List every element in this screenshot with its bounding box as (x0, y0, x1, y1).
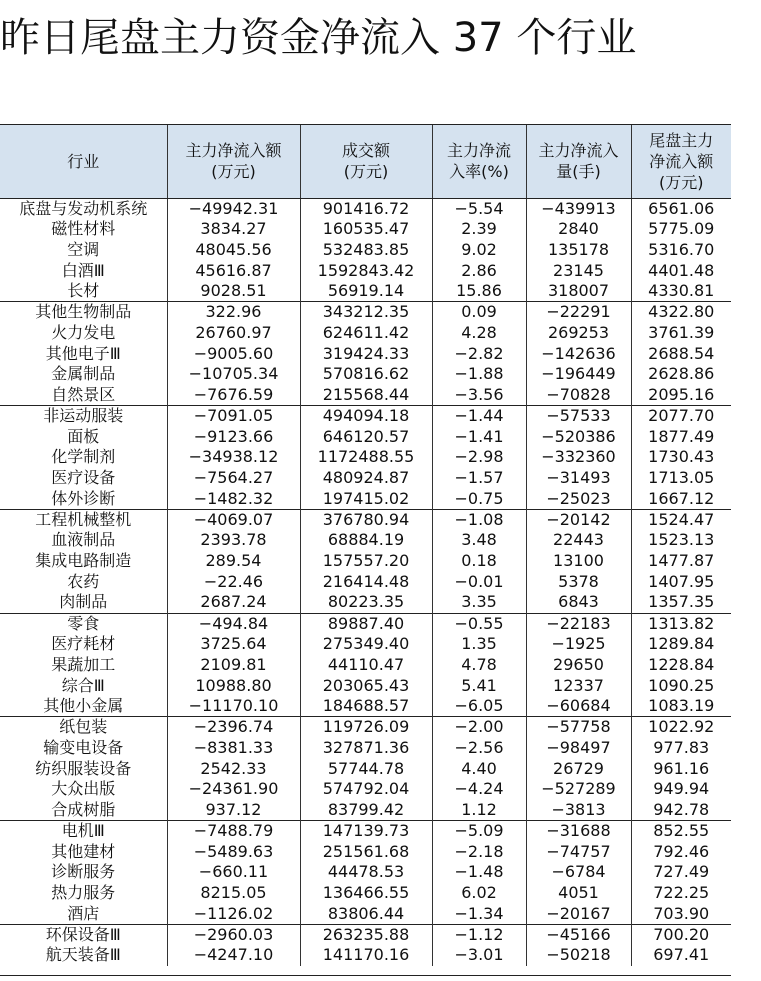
tail-inflow-cell: 949.94 (653, 779, 710, 799)
inflow-volume-cell: −6784 (526, 862, 631, 883)
inflow-rate-cell: 4.78 (432, 655, 526, 676)
column-header-0: 行业 (0, 125, 167, 198)
table-row (0, 634, 731, 655)
industry-cell: 火力发电 (0, 323, 167, 344)
inflow-rate-cell: −3.56 (432, 385, 526, 406)
tail-inflow-cell: 1407.95 (648, 571, 715, 591)
turnover-cell: 83806.44 (300, 904, 432, 925)
turnover-cell: 480924.87 (300, 468, 432, 489)
net-inflow-cell: −2960.03 (167, 924, 300, 945)
inflow-volume-cell: −22291 (526, 302, 631, 323)
net-inflow-cell: −34938.12 (167, 447, 300, 468)
net-inflow-cell: −8381.33 (167, 738, 300, 759)
inflow-rate-cell: 2.39 (432, 219, 526, 240)
inflow-volume-cell: 12337 (526, 675, 631, 696)
inflow-volume-cell: −1925 (526, 634, 631, 655)
tail-inflow-cell: 5316.70 (648, 239, 715, 259)
inflow-rate-cell: 0.18 (432, 551, 526, 572)
turnover-cell: 532483.85 (300, 240, 432, 261)
industry-cell: 长材 (0, 281, 167, 302)
tail-inflow-cell: 722.25 (653, 883, 710, 903)
turnover-cell: 343212.35 (300, 302, 432, 323)
tail-inflow-cell: 4401.48 (648, 260, 715, 280)
net-inflow-cell: −1482.32 (167, 489, 300, 510)
table-row (0, 904, 731, 925)
net-inflow-cell: 937.12 (167, 800, 300, 821)
inflow-rate-cell: −0.55 (432, 613, 526, 634)
turnover-cell: 376780.94 (300, 509, 432, 530)
industry-cell: 农药 (0, 572, 167, 593)
turnover-cell: 83799.42 (300, 800, 432, 821)
net-inflow-cell: −9005.60 (167, 343, 300, 364)
table-row (0, 489, 731, 510)
industry-cell: 输变电设备 (0, 738, 167, 759)
tail-inflow-cell: 4322.80 (631, 302, 731, 323)
industry-cell: 酒店 (0, 904, 167, 925)
net-inflow-cell: −49942.31 (167, 198, 300, 219)
inflow-rate-cell: 4.40 (432, 758, 526, 779)
table-row (0, 468, 731, 489)
column-header-4: 主力净流入 量(手) (526, 125, 631, 198)
industry-flow-table (0, 125, 731, 966)
inflow-rate-cell: −1.48 (432, 862, 526, 883)
table-row (0, 655, 731, 676)
net-inflow-cell: −1126.02 (167, 904, 300, 925)
net-inflow-cell: −4247.10 (167, 945, 300, 966)
inflow-volume-cell: −20142 (526, 509, 631, 530)
net-inflow-cell: −9123.66 (167, 426, 300, 447)
inflow-rate-cell: −2.82 (432, 343, 526, 364)
net-inflow-cell: 8215.05 (167, 883, 300, 904)
tail-inflow-cell: 2077.70 (631, 406, 731, 427)
table-row (0, 613, 731, 634)
inflow-volume-cell: −25023 (526, 489, 631, 510)
tail-inflow-cell: 1523.13 (648, 530, 715, 550)
inflow-volume-cell: −31493 (526, 468, 631, 489)
table-row (0, 426, 731, 447)
industry-cell: 化学制剂 (0, 447, 167, 468)
inflow-volume-cell: 4051 (526, 883, 631, 904)
turnover-cell: 574792.04 (300, 779, 432, 800)
table-row (0, 821, 731, 842)
table-row (0, 406, 731, 427)
tail-inflow-cell: 2095.16 (648, 384, 715, 404)
turnover-cell: 494094.18 (300, 406, 432, 427)
industry-cell: 零食 (0, 613, 167, 634)
table-row (0, 592, 731, 613)
inflow-volume-cell: −98497 (526, 738, 631, 759)
table-row (0, 364, 731, 385)
table-row (0, 945, 731, 966)
turnover-cell: 263235.88 (300, 924, 432, 945)
net-inflow-cell: −10705.34 (167, 364, 300, 385)
turnover-cell: 251561.68 (300, 841, 432, 862)
net-inflow-cell: 3725.64 (167, 634, 300, 655)
table-row (0, 572, 731, 593)
tail-inflow-cell: 727.49 (653, 862, 710, 882)
tail-inflow-cell: 1313.82 (631, 613, 731, 634)
data-table-container (0, 124, 731, 976)
table-row (0, 198, 731, 219)
page-title: 昨日尾盘主力资金净流入 37 个行业 (0, 15, 637, 61)
tail-inflow-cell: 6561.06 (648, 198, 715, 218)
inflow-rate-cell: 1.35 (432, 634, 526, 655)
turnover-cell: 141170.16 (300, 945, 432, 966)
turnover-cell: 160535.47 (300, 219, 432, 240)
tail-inflow-cell: 1524.47 (631, 509, 731, 530)
net-inflow-cell: −494.84 (167, 613, 300, 634)
industry-cell: 医疗耗材 (0, 634, 167, 655)
inflow-rate-cell: −3.01 (432, 945, 526, 966)
tail-inflow-cell: 703.90 (653, 903, 710, 923)
net-inflow-cell: −22.46 (167, 572, 300, 593)
table-row (0, 841, 731, 862)
net-inflow-cell: −7564.27 (167, 468, 300, 489)
column-header-3: 主力净流 入率(%) (432, 125, 526, 198)
net-inflow-cell: 26760.97 (167, 323, 300, 344)
table-row (0, 800, 731, 821)
inflow-rate-cell: 9.02 (432, 240, 526, 261)
industry-cell: 综合Ⅲ (0, 675, 167, 696)
table-row (0, 924, 731, 945)
inflow-volume-cell: −60684 (526, 696, 631, 717)
inflow-rate-cell: 6.02 (432, 883, 526, 904)
industry-cell: 其他小金属 (0, 696, 167, 717)
inflow-rate-cell: 1.12 (432, 800, 526, 821)
table-row (0, 260, 731, 281)
inflow-volume-cell: 318007 (526, 281, 631, 302)
inflow-rate-cell: 2.86 (432, 260, 526, 281)
industry-cell: 磁性材料 (0, 219, 167, 240)
column-header-1: 主力净流入额 (万元) (167, 125, 300, 198)
industry-cell: 纺织服装设备 (0, 758, 167, 779)
net-inflow-cell: −11170.10 (167, 696, 300, 717)
table-row (0, 696, 731, 717)
table-row (0, 343, 731, 364)
turnover-cell: 157557.20 (300, 551, 432, 572)
net-inflow-cell: −7091.05 (167, 406, 300, 427)
net-inflow-cell: 45616.87 (167, 260, 300, 281)
turnover-cell: 901416.72 (300, 198, 432, 219)
tail-inflow-cell: 1877.49 (648, 426, 715, 446)
tail-inflow-cell: 4330.81 (648, 281, 715, 301)
inflow-rate-cell: −1.57 (432, 468, 526, 489)
table-row (0, 779, 731, 800)
industry-cell: 诊断服务 (0, 862, 167, 883)
inflow-rate-cell: 3.35 (432, 592, 526, 613)
inflow-rate-cell: −1.12 (432, 924, 526, 945)
table-row (0, 738, 731, 759)
column-header-2: 成交额 (万元) (300, 125, 432, 198)
industry-cell: 其他生物制品 (0, 302, 167, 323)
inflow-volume-cell: 13100 (526, 551, 631, 572)
inflow-rate-cell: 3.48 (432, 530, 526, 551)
table-row (0, 302, 731, 323)
turnover-cell: 68884.19 (300, 530, 432, 551)
turnover-cell: 119726.09 (300, 717, 432, 738)
net-inflow-cell: 289.54 (167, 551, 300, 572)
inflow-rate-cell: −6.05 (432, 696, 526, 717)
net-inflow-cell: −4069.07 (167, 509, 300, 530)
inflow-volume-cell: −439913 (526, 198, 631, 219)
table-row (0, 883, 731, 904)
tail-inflow-cell: 1713.05 (648, 468, 715, 488)
table-row (0, 675, 731, 696)
inflow-volume-cell: −74757 (526, 841, 631, 862)
tail-inflow-cell: 697.41 (653, 945, 710, 965)
inflow-rate-cell: −0.75 (432, 489, 526, 510)
inflow-volume-cell: 22443 (526, 530, 631, 551)
tail-inflow-cell: 852.55 (631, 821, 731, 842)
turnover-cell: 216414.48 (300, 572, 432, 593)
inflow-rate-cell: −5.54 (432, 198, 526, 219)
net-inflow-cell: 3834.27 (167, 219, 300, 240)
inflow-volume-cell: −142636 (526, 343, 631, 364)
industry-cell: 合成树脂 (0, 800, 167, 821)
table-row (0, 219, 731, 240)
tail-inflow-cell: 1667.12 (648, 488, 715, 508)
inflow-rate-cell: 4.28 (432, 323, 526, 344)
turnover-cell: 319424.33 (300, 343, 432, 364)
table-row (0, 447, 731, 468)
industry-cell: 纸包装 (0, 717, 167, 738)
tail-inflow-cell: 2628.86 (648, 364, 715, 384)
inflow-rate-cell: −2.18 (432, 841, 526, 862)
industry-cell: 航天装备Ⅲ (0, 945, 167, 966)
turnover-cell: 44110.47 (300, 655, 432, 676)
net-inflow-cell: 48045.56 (167, 240, 300, 261)
inflow-volume-cell: 269253 (526, 323, 631, 344)
turnover-cell: 89887.40 (300, 613, 432, 634)
inflow-rate-cell: −1.08 (432, 509, 526, 530)
inflow-volume-cell: 135178 (526, 240, 631, 261)
industry-cell: 电机Ⅲ (0, 821, 167, 842)
net-inflow-cell: 2542.33 (167, 758, 300, 779)
inflow-rate-cell: −1.44 (432, 406, 526, 427)
inflow-volume-cell: −3813 (526, 800, 631, 821)
inflow-volume-cell: −57533 (526, 406, 631, 427)
industry-cell: 金属制品 (0, 364, 167, 385)
table-row (0, 385, 731, 406)
industry-cell: 底盘与发动机系统 (0, 198, 167, 219)
tail-inflow-cell: 942.78 (653, 799, 710, 819)
inflow-rate-cell: −2.00 (432, 717, 526, 738)
inflow-rate-cell: −4.24 (432, 779, 526, 800)
turnover-cell: 136466.55 (300, 883, 432, 904)
turnover-cell: 1172488.55 (300, 447, 432, 468)
turnover-cell: 184688.57 (300, 696, 432, 717)
tail-inflow-cell: 700.20 (631, 924, 731, 945)
turnover-cell: 215568.44 (300, 385, 432, 406)
turnover-cell: 44478.53 (300, 862, 432, 883)
industry-cell: 大众出版 (0, 779, 167, 800)
tail-inflow-cell: 1022.92 (631, 717, 731, 738)
inflow-volume-cell: −50218 (526, 945, 631, 966)
table-row (0, 862, 731, 883)
turnover-cell: 646120.57 (300, 426, 432, 447)
table-row (0, 509, 731, 530)
inflow-volume-cell: 26729 (526, 758, 631, 779)
inflow-volume-cell: 5378 (526, 572, 631, 593)
inflow-rate-cell: −2.98 (432, 447, 526, 468)
net-inflow-cell: −24361.90 (167, 779, 300, 800)
tail-inflow-cell: 1289.84 (648, 634, 715, 654)
inflow-volume-cell: −520386 (526, 426, 631, 447)
net-inflow-cell: 322.96 (167, 302, 300, 323)
inflow-volume-cell: −332360 (526, 447, 631, 468)
industry-cell: 血液制品 (0, 530, 167, 551)
tail-inflow-cell: 3761.39 (648, 322, 715, 342)
tail-inflow-cell: 1730.43 (648, 447, 715, 467)
inflow-rate-cell: −1.88 (432, 364, 526, 385)
industry-cell: 热力服务 (0, 883, 167, 904)
turnover-cell: 327871.36 (300, 738, 432, 759)
inflow-volume-cell: 23145 (526, 260, 631, 281)
inflow-volume-cell: −527289 (526, 779, 631, 800)
tail-inflow-cell: 2688.54 (648, 343, 715, 363)
inflow-volume-cell: −196449 (526, 364, 631, 385)
tail-inflow-cell: 1357.35 (648, 592, 715, 612)
inflow-rate-cell: 0.09 (432, 302, 526, 323)
inflow-volume-cell: −20167 (526, 904, 631, 925)
net-inflow-cell: −2396.74 (167, 717, 300, 738)
industry-cell: 其他电子Ⅲ (0, 343, 167, 364)
tail-inflow-cell: 1083.19 (648, 696, 715, 716)
turnover-cell: 203065.43 (300, 675, 432, 696)
header-row (0, 125, 731, 198)
table-row (0, 758, 731, 779)
industry-cell: 其他建材 (0, 841, 167, 862)
inflow-rate-cell: −0.01 (432, 572, 526, 593)
net-inflow-cell: −7676.59 (167, 385, 300, 406)
net-inflow-cell: 2687.24 (167, 592, 300, 613)
net-inflow-cell: −7488.79 (167, 821, 300, 842)
turnover-cell: 197415.02 (300, 489, 432, 510)
table-row (0, 717, 731, 738)
inflow-volume-cell: −31688 (526, 821, 631, 842)
inflow-volume-cell: 6843 (526, 592, 631, 613)
industry-cell: 体外诊断 (0, 489, 167, 510)
industry-cell: 自然景区 (0, 385, 167, 406)
tail-inflow-cell: 5775.09 (648, 219, 715, 239)
turnover-cell: 624611.42 (300, 323, 432, 344)
inflow-rate-cell: −2.56 (432, 738, 526, 759)
inflow-rate-cell: −1.41 (432, 426, 526, 447)
inflow-rate-cell: −1.34 (432, 904, 526, 925)
inflow-rate-cell: −5.09 (432, 821, 526, 842)
table-row (0, 551, 731, 572)
column-header-5: 尾盘主力 净流入额 (万元) (631, 125, 731, 198)
inflow-volume-cell: 2840 (526, 219, 631, 240)
table-row (0, 281, 731, 302)
turnover-cell: 570816.62 (300, 364, 432, 385)
net-inflow-cell: 2109.81 (167, 655, 300, 676)
industry-cell: 环保设备Ⅲ (0, 924, 167, 945)
turnover-cell: 80223.35 (300, 592, 432, 613)
turnover-cell: 275349.40 (300, 634, 432, 655)
inflow-rate-cell: 15.86 (432, 281, 526, 302)
inflow-volume-cell: −45166 (526, 924, 631, 945)
inflow-volume-cell: −70828 (526, 385, 631, 406)
turnover-cell: 1592843.42 (300, 260, 432, 281)
industry-cell: 肉制品 (0, 592, 167, 613)
table-row (0, 530, 731, 551)
industry-cell: 集成电路制造 (0, 551, 167, 572)
turnover-cell: 147139.73 (300, 821, 432, 842)
table-header (0, 125, 731, 198)
inflow-volume-cell: −57758 (526, 717, 631, 738)
inflow-volume-cell: −22183 (526, 613, 631, 634)
net-inflow-cell: 2393.78 (167, 530, 300, 551)
industry-cell: 工程机械整机 (0, 509, 167, 530)
tail-inflow-cell: 792.46 (653, 841, 710, 861)
inflow-volume-cell: 29650 (526, 655, 631, 676)
industry-cell: 空调 (0, 240, 167, 261)
industry-cell: 果蔬加工 (0, 655, 167, 676)
net-inflow-cell: −5489.63 (167, 841, 300, 862)
industry-cell: 医疗设备 (0, 468, 167, 489)
table-row (0, 323, 731, 344)
tail-inflow-cell: 1228.84 (648, 654, 715, 674)
tail-inflow-cell: 1090.25 (648, 675, 715, 695)
net-inflow-cell: 10988.80 (167, 675, 300, 696)
tail-inflow-cell: 1477.87 (648, 551, 715, 571)
industry-cell: 白酒Ⅲ (0, 260, 167, 281)
turnover-cell: 57744.78 (300, 758, 432, 779)
industry-cell: 非运动服装 (0, 406, 167, 427)
tail-inflow-cell: 977.83 (653, 737, 710, 757)
table-body (0, 198, 731, 966)
net-inflow-cell: −660.11 (167, 862, 300, 883)
tail-inflow-cell: 961.16 (653, 758, 710, 778)
net-inflow-cell: 9028.51 (167, 281, 300, 302)
turnover-cell: 56919.14 (300, 281, 432, 302)
table-row (0, 240, 731, 261)
industry-cell: 面板 (0, 426, 167, 447)
inflow-rate-cell: 5.41 (432, 675, 526, 696)
